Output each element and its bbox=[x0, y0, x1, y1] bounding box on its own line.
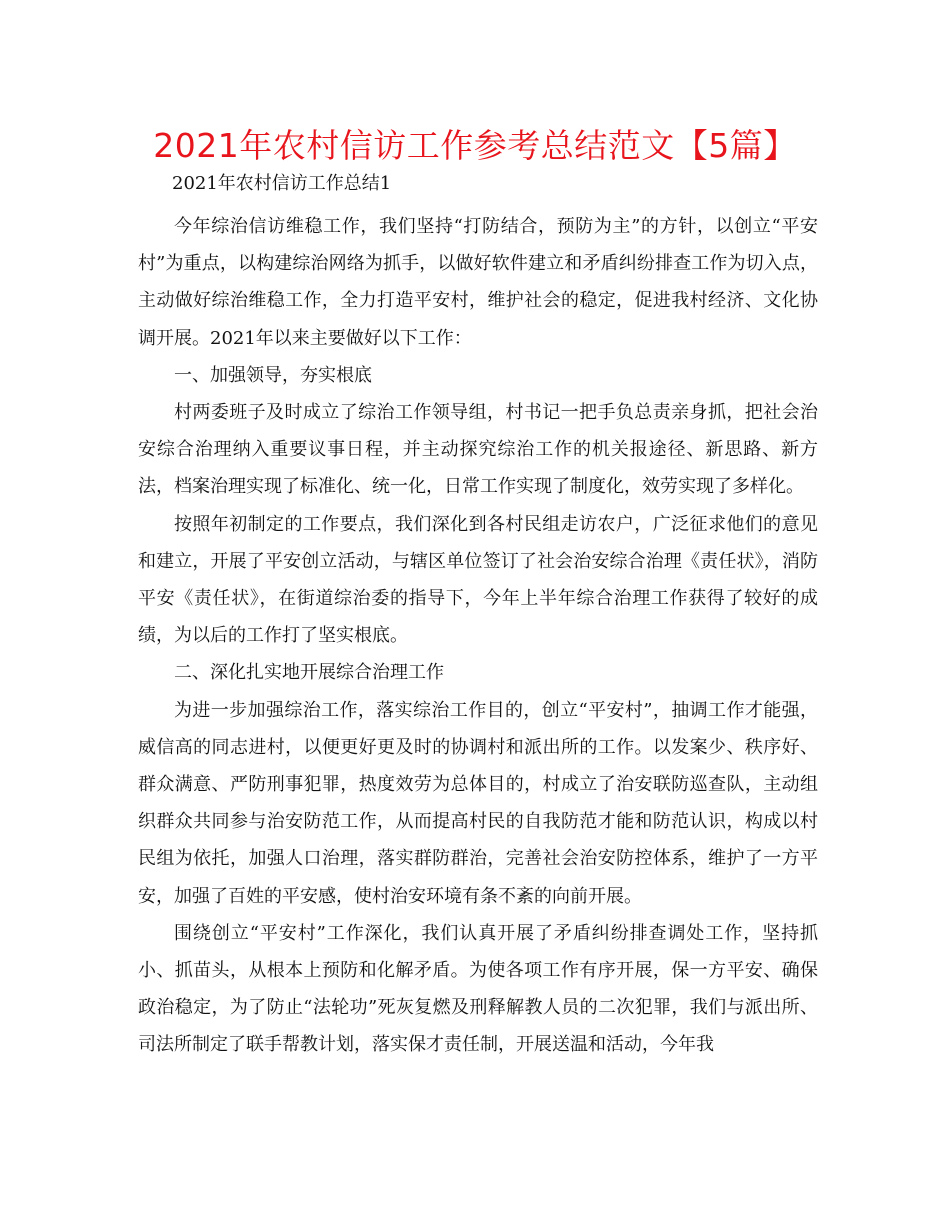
paragraph-dispute-resolution: 围绕创立“平安村”工作深化，我们认真开展了矛盾纠纷排查调处工作，坚持抓小、抓苗头，从根本上预防和化解矛盾。为使各项工作有序开展，保一方平安、确保政治稳定，为了防止“法轮功”死灰复燃及刑释解教人员的二次犯罪，我们与派出所、司法所制定了联手帮教计划，落实保才责任制，开展送温和活动，今年我 bbox=[138, 922, 818, 1056]
paragraph-intro: 今年综治信访维稳工作，我们坚持“打防结合，预防为主”的方针，以创立“平安村”为重点，以构建综治网络为抓手，以做好软件建立和矛盾纠纷排查工作为切入点，主动做好综治维稳工作，全力打造平安村，维护社会的稳定，促进我村经济、文化协调开展。2021年以来主要做好以下工作： bbox=[138, 216, 818, 349]
section-subtitle: 2021年农村信访工作总结1 bbox=[172, 173, 392, 194]
paragraph-work-plan: 按照年初制定的工作要点，我们深化到各村民组走访农户，广泛征求他们的意见和建立，开展了平安创立活动，与辖区单位签订了社会治安综合治理《责任状》，消防平安《责任状》，在街道综治委的指导下，今年上半年综合治理工作获得了较好的成绩，为以后的工作打了坚实根底。 bbox=[138, 513, 818, 647]
document-body bbox=[138, 166, 818, 1064]
paragraph-leadership: 村两委班子及时成立了综治工作领导组，村书记一把手负总责亲身抓，把社会治安综合治理纳入重要议事日程，并主动探究综治工作的机关报途径、新思路、新方法，档案治理实现了标准化、统一化，日常工作实现了制度化，效劳实现了多样化。 bbox=[138, 402, 818, 498]
heading-section-1: 一、加强领导，夯实根底 bbox=[174, 364, 372, 386]
paragraph-governance: 为进一步加强综治工作，落实综治工作目的，创立“平安村”，抽调工作才能强，威信高的同志进村，以便更好更及时的协调村和派出所的工作。以发案少、秩序好、群众满意、严防刑事犯罪，热度效劳为总体目的，村成立了治安联防巡查队，主动组织群众共同参与治安防范工作，从而提高村民的自我防范才能和防范认识，构成以村民组为依托，加强人口治理，落实群防群治，完善社会治安防控体系，维护了一方平安，加强了百姓的平安感，使村治安环境有条不紊的向前开展。 bbox=[138, 699, 818, 907]
heading-section-2: 二、深化扎实地开展综合治理工作 bbox=[174, 662, 444, 684]
document-title: 2021年农村信访工作参考总结范文【5篇】 bbox=[153, 126, 797, 165]
